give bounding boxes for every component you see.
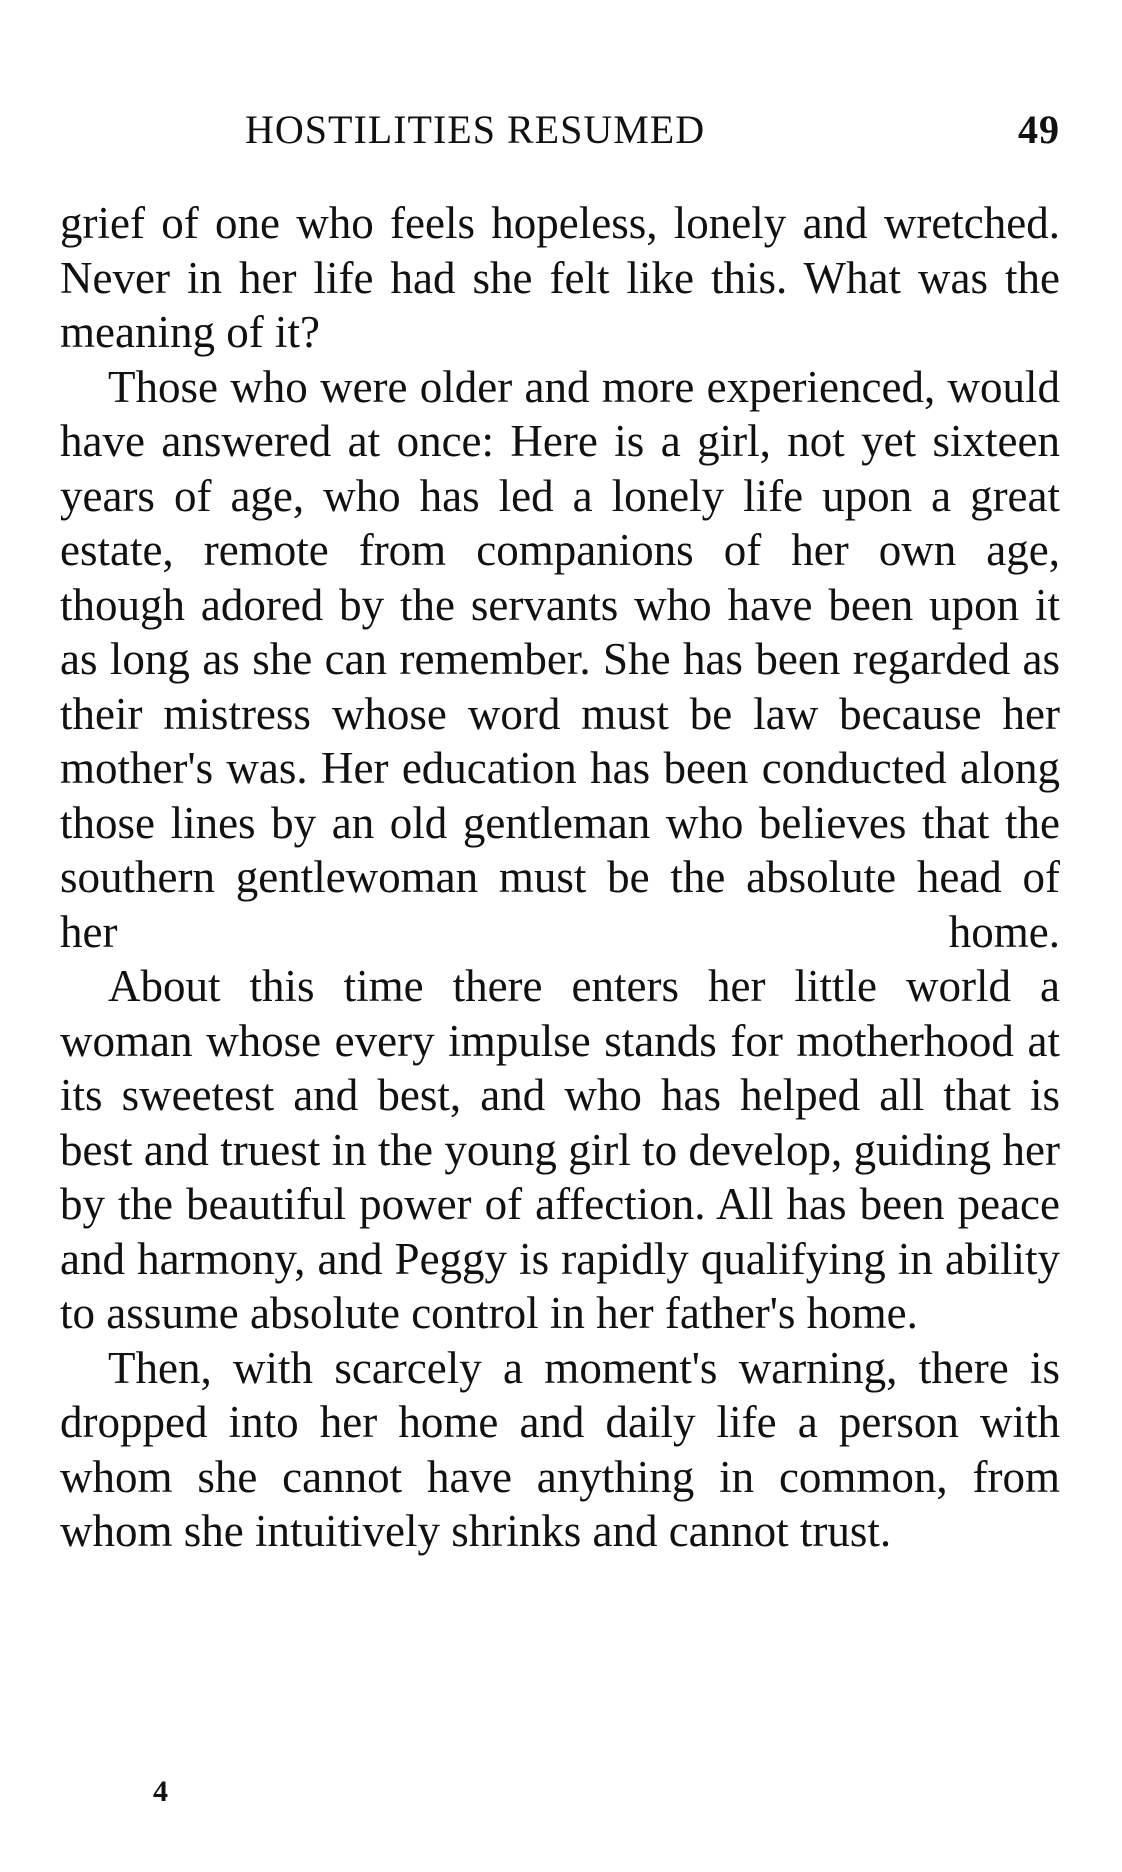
signature-mark: 4	[153, 1775, 168, 1808]
running-head	[60, 100, 1060, 160]
paragraph: Then, with scarcely a moment's warning, there is dropped into her home and daily life a person with whom she cannot have anything in common, from whom she intuitively shrinks and cannot trust.	[60, 1342, 1060, 1556]
page-number: 49	[1018, 107, 1060, 152]
body-text	[60, 196, 1060, 1559]
paragraph: About this time there enters her little world a woman whose every impulse stands for motherhood at its sweetest and best, and who has helped all that is best and truest in the young girl to develop, guiding her by the beautiful power of affection. All has been peace and harmony, and Peggy is rapidly qualifying in ability to assume absolute control in her father's home.	[60, 961, 1060, 1338]
chapter-title: HOSTILITIES RESUMED	[245, 107, 706, 152]
paragraph-continued: grief of one who feels hopeless, lonely and wretched. Never in her life had she felt like this. What was the meaning of it?	[60, 198, 1060, 357]
paragraph: Those who were older and more experienced, would have answered at once: Here is a girl, not yet sixteen years of age, who has led a lonely life upon a great estate, remote from companions of her own age, though adored by the servants who have been upon it as long as she can remember. She has been regarded as their mistress whose word must be law because her mother's was. Her education has been conducted along those lines by an old gentleman who believes that the southern gentlewoman must be the absolute head of her home.	[60, 361, 1060, 957]
